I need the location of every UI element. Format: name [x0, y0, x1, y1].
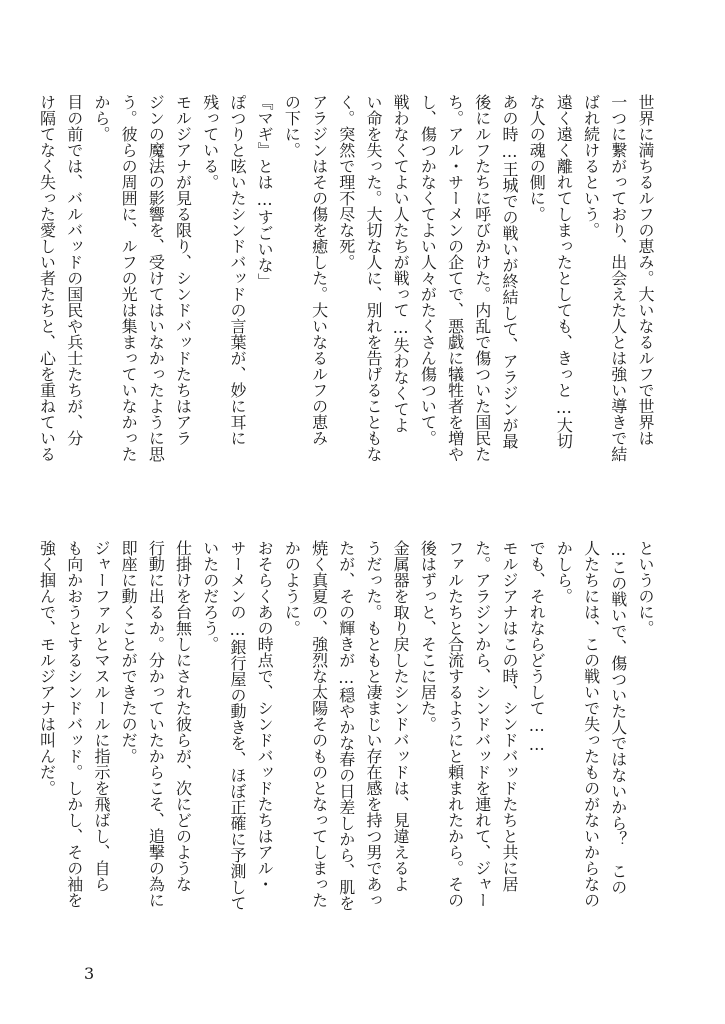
- text-line: 世界に満ちるルフの恵み。大いなるルフで世界は: [636, 94, 655, 446]
- text-line: 目の前では、バルバッドの国民や兵士たちが、分: [64, 94, 84, 446]
- text-line: し、傷つかなくてよい人々がたくさん傷ついて。: [418, 94, 438, 446]
- text-line: モルジアナはこの時、シンドバッドたちと共に居: [499, 540, 519, 892]
- text-line: 一つに繋がっており、出会えた人とは強い導きで結: [608, 94, 628, 462]
- page-number: 3: [84, 964, 95, 983]
- text-line: 戦わなくてよい人たちが戦って…失わなくてよ: [391, 94, 411, 433]
- text-line: け隔てなく失った愛しい者たちと、心を重ねている: [37, 94, 57, 462]
- text-line: というのに。: [636, 540, 655, 636]
- text-line: たが、その輝きが…穏やかな春の日差しから、肌を: [336, 540, 356, 911]
- text-line: 焼く真夏の、強烈な太陽そのものとなってしまった: [309, 540, 329, 908]
- text-line: あの時…王城での戦いが終結して、アラジンが最: [499, 94, 519, 449]
- text-line: ジンの魔法の影響を、受けてはいなかったように思: [146, 94, 166, 462]
- text-line: な人の魂の側に。: [527, 94, 547, 222]
- text-line: 人たちには、この戦いで失ったものがないからなの: [581, 540, 601, 908]
- text-line: モルジアナが見る限り、シンドバッドたちはアラ: [173, 94, 193, 446]
- upper-text-block: [37, 94, 659, 474]
- text-line: でも、それならどうして……: [527, 540, 547, 754]
- text-line: の下に。: [282, 94, 302, 158]
- text-line: も向かおうとするシンドバッド。しかし、その袖を: [64, 540, 84, 908]
- text-line: 遠く遠く離れてしまったとしても、きっと…大切: [554, 94, 574, 449]
- text-line: ち。アル・サーメンの企てで、悪戯に犠牲者を増や: [445, 94, 465, 462]
- text-line: 『マギ』とは…すごいな」: [255, 94, 275, 289]
- text-line: 金属器を取り戻したシンドバッドは、見違えるよ: [391, 540, 411, 892]
- text-line: …この戦いで、傷ついた人ではないから？ この: [608, 540, 628, 895]
- text-line: から。: [91, 94, 111, 142]
- text-line: た。アラジンから、シンドバッドを連れて、ジャー: [472, 540, 492, 908]
- text-line: 即座に動くことができたのだ。: [119, 540, 139, 764]
- text-line: く。突然で理不尽な死。: [336, 94, 356, 270]
- text-line: 行動に出るか。分かっていたからこそ、追撃の為に: [146, 540, 166, 908]
- lower-text-block: [37, 540, 659, 940]
- text-line: ファルたちと合流するようにと頼まれたから。その: [445, 540, 465, 908]
- text-line: おそらくあの時点で、シンドバッドたちはアル・: [255, 540, 275, 892]
- text-line: アラジンはその傷を癒した。大いなるルフの恵み: [309, 94, 329, 446]
- text-line: 仕掛けを台無しにされた彼らが、次にどのような: [173, 540, 193, 892]
- text-line: かしら。: [554, 540, 574, 604]
- text-line: いたのだろう。: [200, 540, 220, 652]
- text-line: 強く掴んで、モルジアナは叫んだ。: [37, 540, 57, 796]
- text-line: う。彼らの周囲に、ルフの光は集まっていなかった: [119, 94, 139, 462]
- text-line: い命を失った。大切な人に、別れを告げることもな: [363, 94, 383, 462]
- text-line: 残っている。: [200, 94, 220, 190]
- text-line: 後はずっと、そこに居た。: [418, 540, 438, 732]
- text-line: うだった。もともと凄まじい存在感を持つ男であっ: [363, 540, 383, 908]
- text-line: ぽつりと呟いたシンドバッドの言葉が、妙に耳に: [227, 94, 247, 446]
- text-line: サーメンの…銀行屋の動きを、ほぼ正確に予測して: [227, 540, 247, 911]
- text-line: 後にルフたちに呼びかけた。内乱で傷ついた国民た: [472, 94, 492, 462]
- text-line: かのように。: [282, 540, 302, 636]
- text-line: ばれ続けるという。: [581, 94, 601, 238]
- text-line: ジャーファルとマスルールに指示を飛ばし、自ら: [91, 540, 111, 892]
